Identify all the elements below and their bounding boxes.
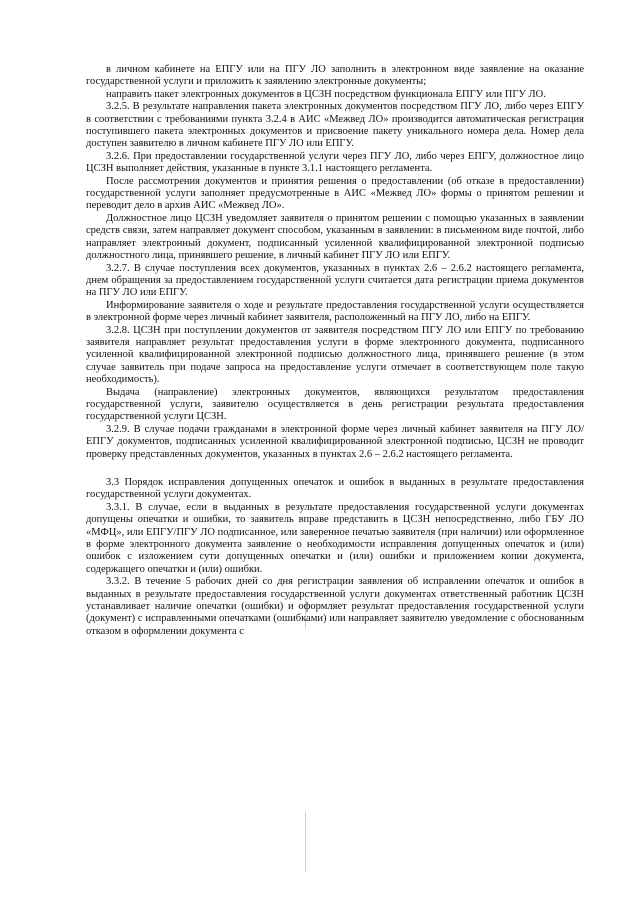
paragraph-3-2-5: 3.2.5. В результате направления пакета электронных документов посредством ПГУ ЛО, либо через ЕПГУ в соответствии с требованиями пункта 3.2.4 в АИС «Межвед ЛО» производится автоматическая регистрация поступившего пакета электронных документов и присвоение пакету уникального номера дела. Номер дела доступен заявителю в личном кабинете ПГУ ЛО или ЕПГУ. [86, 101, 584, 150]
paragraph-3-3-2: 3.3.2. В течение 5 рабочих дней со дня регистрации заявления об исправлении опечаток и ошибок в выданных в результате предоставления государственной услуги документах ответственный работник ЦСЗН устанавливает наличие опечатки (ошибки) и оформляет результат предоставления государственной услуги (документ) с исправленными опечатками (ошибками) или направляет заявителю уведомление с обоснованным отказом в оформлении документа с [86, 576, 584, 637]
paragraph-3-2-6: 3.2.6. При предоставлении государственной услуги через ПГУ ЛО, либо через ЕПГУ, должностное лицо ЦСЗН выполняет действия, указанные в пункте 3.1.1 настоящего регламента. [86, 150, 584, 175]
paragraph-3-3-1: 3.3.1. В случае, если в выданных в результате предоставления государственной услуги документах допущены опечатки и ошибки, то заявитель вправе представить в ЦСЗН непосредственно, либо ГБУ ЛО «МФЦ», или ЕПГУ/ПГУ ЛО подписанное, или заверенное печатью заявителя (при наличии) или оформленное в форме электронного документа заявление о необходимости исправления допущенных опечаток и (или) ошибок с изложением сути допущенных опечатки и (или) ошибки и приложением копии документа, содержащего опечатки и (или) ошибки. [86, 501, 584, 575]
paragraph-send-package: направить пакет электронных документов в ЦСЗН посредством функционала ЕПГУ или ПГУ ЛО. [106, 88, 546, 100]
document-page [86, 64, 584, 638]
scan-artifact-line-bottom [305, 812, 306, 872]
paragraph-3-2-8: 3.2.8. ЦСЗН при поступлении документов от заявителя посредством ПГУ ЛО или ЕПГУ по требованию заявителя направляет результат предоставления услуги в форме электронного документа, подписанного усиленной квалифицированной электронной подписью должностного лица, принявшего решение (в этом случае заявитель при подаче запроса на предоставление услуги отмечает в соответствующем поле такую необходимость). [86, 324, 584, 386]
section-gap [86, 461, 584, 477]
paragraph-issuance: Выдача (направление) электронных документов, являющихся результатом предоставления государственной услуги, заявителю осуществляется в день регистрации результата предоставления государственной услуги ЦСЗН. [86, 386, 584, 423]
paragraph-3-2-9: 3.2.9. В случае подачи гражданами в электронной форме через личный кабинет заявителя на ПГУ ЛО/ ЕПГУ документов, подписанных усиленной квалифицированной электронной подписью, ЦСЗН не проводит проверку представленных документов, указанных в пунктах 2.6 – 2.6.2 настоящего регламента. [86, 423, 584, 460]
paragraph-after-review: После рассмотрения документов и принятия решения о предоставлении (об отказе в предоставлении) государственной услуги заполняет предусмотренные в АИС «Межвед ЛО» формы о принятом решении и переводит дело в архив АИС «Межвед ЛО». [86, 175, 584, 212]
paragraph-informing: Информирование заявителя о ходе и результате предоставления государственной услуги осуществляется в электронной форме через личный кабинет заявителя, расположенный на ПГУ ЛО, либо на ЕПГУ. [86, 299, 584, 324]
paragraph-3-2-7: 3.2.7. В случае поступления всех документов, указанных в пунктах 2.6 – 2.6.2 настоящего регламента, днем обращения за предоставлением государственной услуги считается дата регистрации приема документов на ПГУ ЛО или ЕПГУ. [86, 262, 584, 299]
section-heading-3-3: 3.3 Порядок исправления допущенных опечаток и ошибок в выданных в результате предоставления государственной услуги документах. [86, 477, 584, 501]
paragraph-epgu-fill: в личном кабинете на ЕПГУ или на ПГУ ЛО заполнить в электронном виде заявление на оказание государственной услуги и приложить к заявлению электронные документы; [86, 64, 584, 88]
paragraph-notify-applicant: Должностное лицо ЦСЗН уведомляет заявителя о принятом решении с помощью указанных в заявлении средств связи, затем направляет документ способом, указанным в заявлении: в письменном виде почтой, либо направляет электронный документ, подписанный усиленной квалифицированной электронной подписью должностного лица, принявшего решение, в личный кабинет ПГУ ЛО или ЕПГУ. [86, 212, 584, 262]
